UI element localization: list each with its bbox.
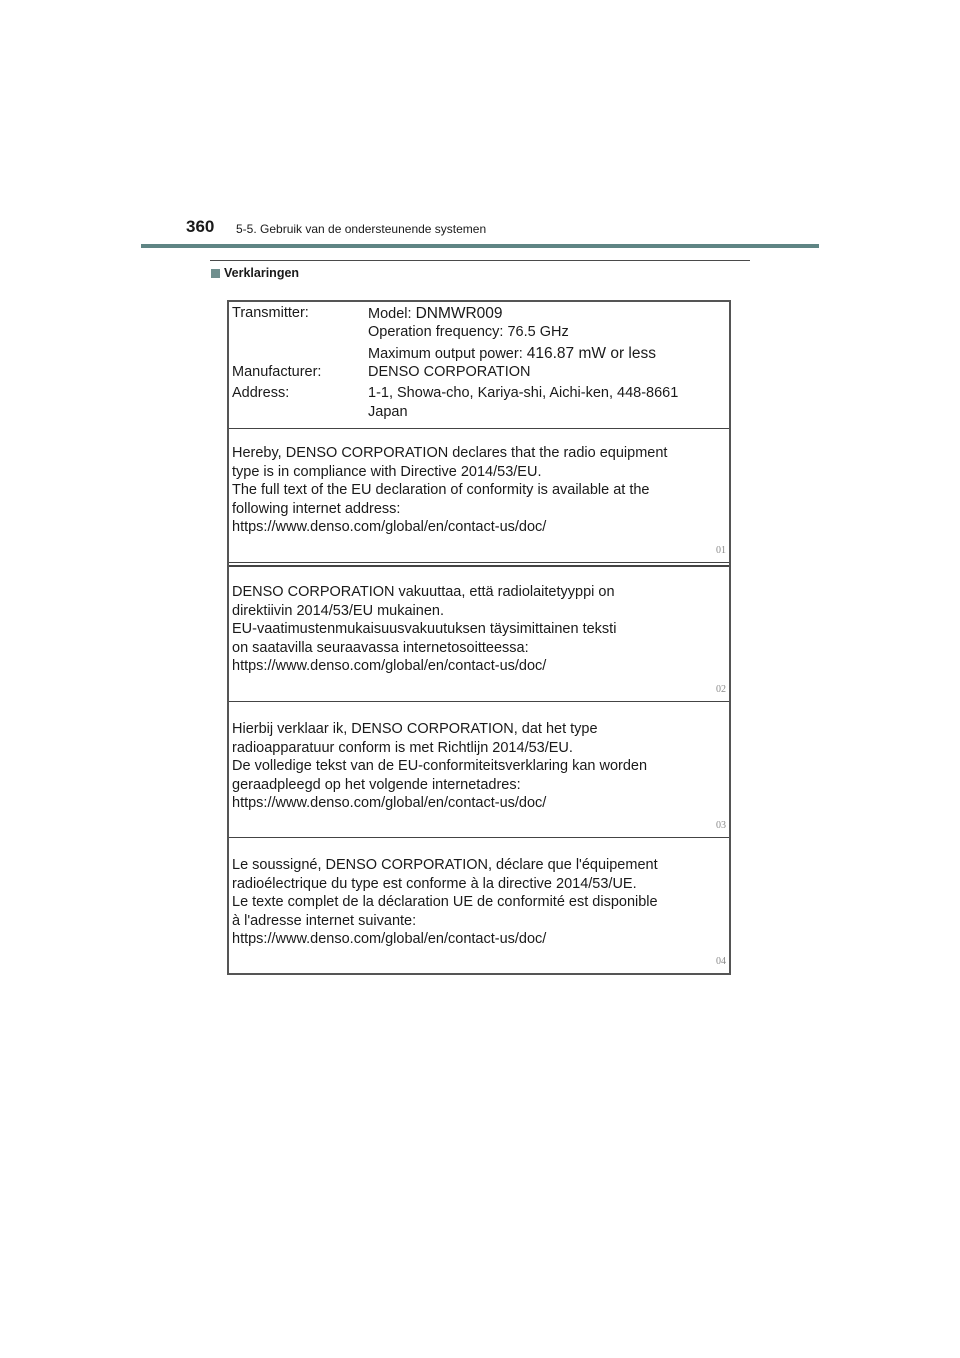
- text-line: type is in compliance with Directive 2014/53/EU.: [232, 463, 542, 480]
- power-label: Maximum output power:: [368, 346, 523, 362]
- text-line: Le soussigné, DENSO CORPORATION, déclare que l'équipement: [232, 857, 658, 873]
- declaration-french: [229, 840, 729, 973]
- manufacturer-value: DENSO CORPORATION: [368, 364, 531, 380]
- text-line: radioapparatuur conform is met Richtlijn 2014/53/EU.: [232, 739, 573, 756]
- transmitter-label: Transmitter:: [232, 305, 309, 321]
- manufacturer-label: Manufacturer:: [232, 364, 322, 380]
- text-line: on saatavilla seuraavassa internetosoitteessa:: [232, 639, 529, 656]
- declaration-text: [232, 444, 712, 537]
- text-line: direktiivin 2014/53/EU mukainen.: [232, 602, 444, 619]
- text-line: DENSO CORPORATION vakuuttaa, että radiolaitetyyppi on: [232, 584, 615, 600]
- text-line: https://www.denso.com/global/en/contact-us/doc/: [232, 519, 547, 535]
- declaration-code: 04: [716, 956, 726, 967]
- declaration-dutch: [229, 704, 729, 838]
- declaration-code: 02: [716, 684, 726, 695]
- text-line: Hierbij verklaar ik, DENSO CORPORATION, dat het type: [232, 721, 598, 737]
- declaration-english: [229, 428, 729, 563]
- text-line: https://www.denso.com/global/en/contact-us/doc/: [232, 931, 547, 947]
- power-row: [368, 345, 656, 363]
- spec-block: [229, 302, 729, 429]
- declaration-label-image: [227, 300, 731, 975]
- text-line: De volledige tekst van de EU-conformiteitsverklaring kan worden: [232, 758, 648, 774]
- text-line: à l'adresse internet suivante:: [232, 912, 417, 929]
- text-line: EU-vaatimustenmukaisuusvakuutuksen täysimittainen teksti: [232, 621, 617, 637]
- text-line: Le texte complet de la déclaration UE de conformité est disponible: [232, 894, 658, 910]
- declaration-text: [232, 856, 712, 949]
- text-line: Hereby, DENSO CORPORATION declares that the radio equipment: [232, 445, 668, 461]
- text-line: geraadpleegd op het volgende internetadres:: [232, 776, 521, 793]
- model-value: DNMWR009: [415, 305, 503, 322]
- text-line: https://www.denso.com/global/en/contact-us/doc/: [232, 658, 547, 674]
- section-title: 5-5. Gebruik van de ondersteunende systemen: [236, 222, 487, 236]
- address-line2: Japan: [368, 404, 408, 420]
- model-row: [368, 305, 503, 323]
- text-line: https://www.denso.com/global/en/contact-us/doc/: [232, 795, 547, 811]
- power-value: 416.87 mW or less: [526, 345, 656, 362]
- address-line1: 1-1, Showa-cho, Kariya-shi, Aichi-ken, 448-8661: [368, 385, 679, 401]
- text-line: following internet address:: [232, 500, 401, 517]
- header-rule: [141, 244, 819, 248]
- declaration-finnish: [229, 567, 729, 702]
- declaration-text: [232, 720, 712, 813]
- declaration-text: [232, 583, 712, 676]
- model-label: Model:: [368, 306, 412, 322]
- page-number: 360: [186, 217, 215, 236]
- text-line: radioélectrique du type est conforme à la directive 2014/53/UE.: [232, 875, 637, 892]
- frequency-row: Operation frequency: 76.5 GHz: [368, 324, 569, 340]
- subheading-text: Verklaringen: [224, 266, 300, 280]
- subheading-rule: [210, 260, 750, 261]
- text-line: The full text of the EU declaration of conformity is available at the: [232, 482, 650, 498]
- address-label: Address:: [232, 385, 290, 401]
- declaration-code: 01: [716, 545, 726, 556]
- subheading: [211, 266, 299, 280]
- square-bullet-icon: [211, 269, 220, 278]
- declaration-code: 03: [716, 820, 726, 831]
